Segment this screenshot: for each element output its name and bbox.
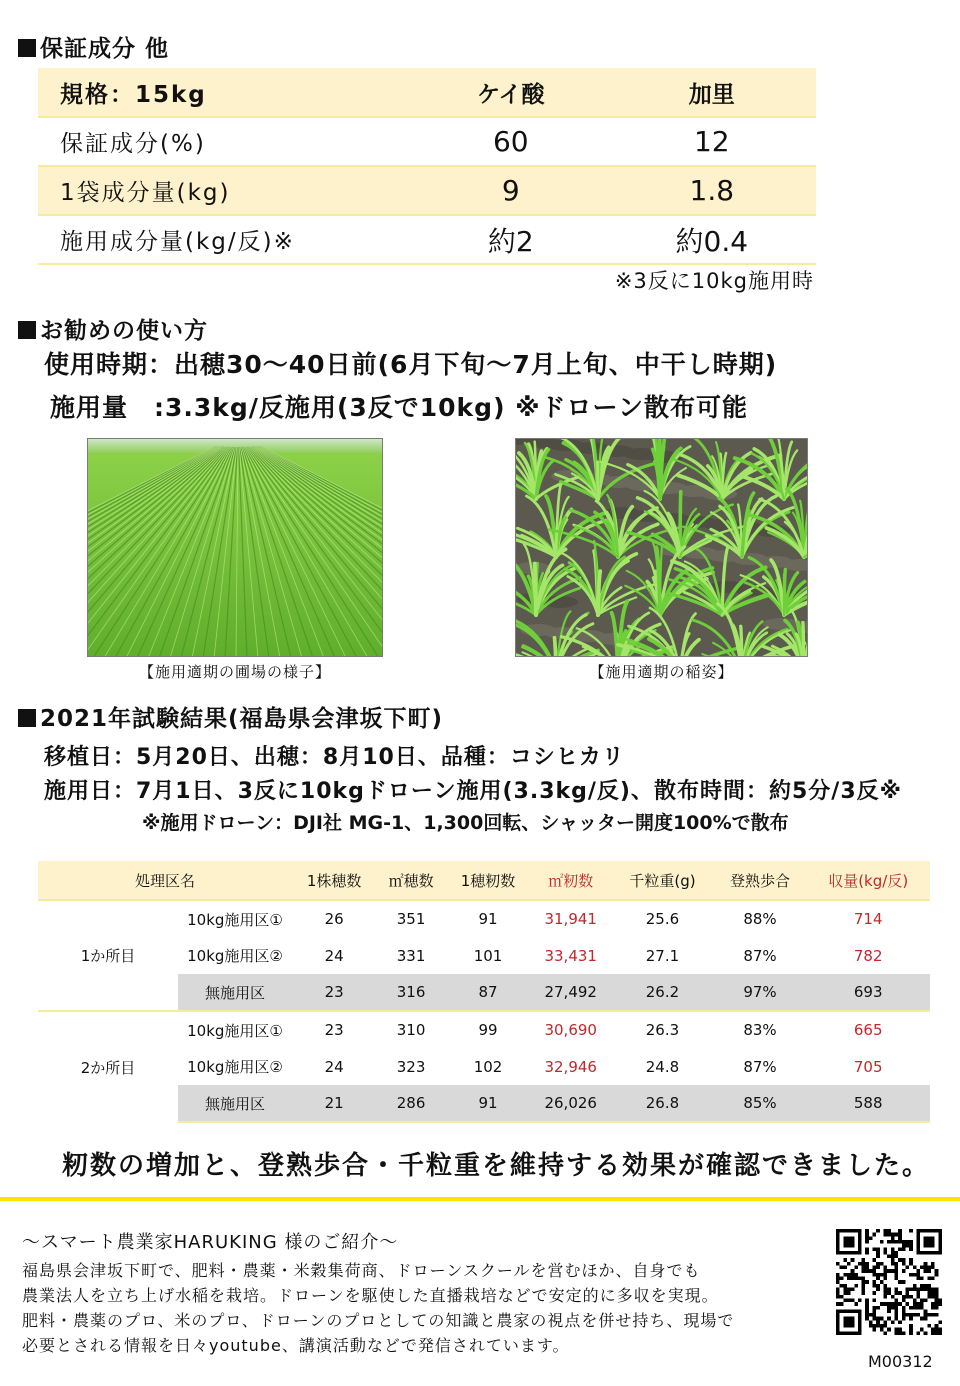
section-title-trial: 2021年試験結果(福島県会津坂下町) bbox=[18, 700, 443, 733]
usage-timing: 使用時期：出穂30〜40日前(6月下旬〜7月上旬、中干し時期) bbox=[44, 350, 778, 379]
intro-line: 農業法人を立ち上げ水稲を栽培。ドローンを駆使した直播栽培などで安定的に多収を実現。 bbox=[22, 1286, 719, 1305]
results-header-row bbox=[38, 861, 930, 900]
guarantee-row-potassium: 1.8 bbox=[608, 166, 816, 215]
guarantee-row-potassium: 12 bbox=[608, 117, 816, 166]
cell: 782 bbox=[853, 946, 883, 965]
plot-name: 無施用区 bbox=[178, 974, 292, 1011]
cell: 26.8 bbox=[611, 1085, 713, 1122]
cell: 24 bbox=[324, 1057, 344, 1076]
guarantee-header-silicic: ケイ酸 bbox=[414, 68, 608, 117]
guarantee-row-silicic: 60 bbox=[414, 117, 608, 166]
cell: 83% bbox=[714, 1011, 807, 1048]
site-label: 1か所目 bbox=[38, 900, 178, 1011]
cell: 88% bbox=[714, 900, 807, 937]
divider-line bbox=[0, 1197, 960, 1201]
results-table bbox=[38, 861, 930, 1123]
col-plot-name: 処理区名 bbox=[38, 861, 292, 900]
guarantee-table bbox=[38, 68, 816, 265]
cell: 714 bbox=[806, 900, 930, 937]
cell: 316 bbox=[376, 974, 446, 1011]
cell: 286 bbox=[376, 1085, 446, 1122]
cell: 23 bbox=[292, 1011, 376, 1048]
cell: 24.8 bbox=[645, 1057, 680, 1076]
guarantee-row-potassium: 約0.4 bbox=[608, 215, 816, 264]
cell: 32,946 bbox=[544, 1057, 597, 1076]
caption-rice-plants: 【施用適期の稲姿】 bbox=[589, 663, 734, 681]
col-grains-per-m2: ㎡籾数 bbox=[530, 861, 611, 900]
guarantee-header-potassium: 加里 bbox=[608, 68, 816, 117]
cell: 87% bbox=[743, 946, 777, 965]
cell: 26.3 bbox=[611, 1011, 713, 1048]
guarantee-row-label: 保証成分(%) bbox=[38, 117, 414, 166]
plot-name: 10kg施用区② bbox=[187, 947, 283, 965]
guarantee-row-label: 施用成分量(kg/反)※ bbox=[38, 215, 414, 264]
trial-drone-note: ※施用ドローン：DJI社 MG-1、1,300回転、シャッター開度100%で散布 bbox=[142, 812, 789, 834]
cell: 91 bbox=[446, 1085, 530, 1122]
plot-name: 10kg施用区① bbox=[178, 1011, 292, 1048]
square-bullet-icon bbox=[18, 39, 36, 57]
intro-line: 必要とされる情報を日々youtube、講演活動などで発信されています。 bbox=[22, 1336, 570, 1355]
plot-name: 10kg施用区① bbox=[178, 900, 292, 937]
guarantee-row-silicic: 9 bbox=[414, 166, 608, 215]
col-thousand-grain-weight: 千粒重(g) bbox=[611, 861, 713, 900]
col-yield: 収量(kg/反) bbox=[806, 861, 930, 900]
guarantee-note: ※3反に10kg施用時 bbox=[614, 269, 814, 293]
cell: 25.6 bbox=[611, 900, 713, 937]
usage-amount: 施用量 :3.3kg/反施用(3反で10kg) ※ドローン散布可能 bbox=[50, 393, 749, 422]
cell: 27.1 bbox=[645, 946, 680, 965]
plot-name: 無施用区 bbox=[178, 1085, 292, 1122]
cell: 23 bbox=[292, 974, 376, 1011]
cell: 99 bbox=[446, 1011, 530, 1048]
guarantee-row bbox=[38, 215, 816, 264]
cell: 102 bbox=[473, 1057, 503, 1076]
document-code: M00312 bbox=[868, 1352, 933, 1371]
qr-code-icon[interactable] bbox=[836, 1229, 942, 1335]
caption-paddy-field: 【施用適期の圃場の様子】 bbox=[138, 663, 331, 681]
cell: 331 bbox=[396, 946, 426, 965]
cell: 85% bbox=[714, 1085, 807, 1122]
intro-title: 〜スマート農業家HARUKING 様のご紹介〜 bbox=[22, 1232, 399, 1253]
square-bullet-icon bbox=[18, 321, 36, 339]
cell: 24 bbox=[324, 946, 344, 965]
cell: 323 bbox=[396, 1057, 426, 1076]
section-title-guarantee: 保証成分 他 bbox=[18, 30, 169, 63]
site-label: 2か所目 bbox=[38, 1011, 178, 1122]
col-panicles-per-m2: ㎡穂数 bbox=[376, 861, 446, 900]
guarantee-row bbox=[38, 166, 816, 215]
cell: 31,941 bbox=[530, 900, 611, 937]
cell: 87% bbox=[743, 1057, 777, 1076]
cell: 101 bbox=[473, 946, 503, 965]
table-row bbox=[38, 900, 930, 937]
col-panicles-per-hill: 1株穂数 bbox=[292, 861, 376, 900]
cell: 693 bbox=[806, 974, 930, 1011]
cell: 91 bbox=[446, 900, 530, 937]
col-ripening-ratio: 登熟歩合 bbox=[714, 861, 807, 900]
cell: 588 bbox=[806, 1085, 930, 1122]
guarantee-row-silicic: 約2 bbox=[414, 215, 608, 264]
cell: 26.2 bbox=[611, 974, 713, 1011]
section-title-usage: お勧めの使い方 bbox=[18, 312, 208, 345]
cell: 26 bbox=[292, 900, 376, 937]
guarantee-row-label: 1袋成分量(kg) bbox=[38, 166, 414, 215]
photo-paddy-field bbox=[87, 438, 383, 657]
table-row bbox=[38, 1011, 930, 1048]
col-grains-per-panicle: 1穂籾数 bbox=[446, 861, 530, 900]
photo-rice-plants bbox=[515, 438, 808, 657]
guarantee-header-row bbox=[38, 68, 816, 117]
cell: 21 bbox=[292, 1085, 376, 1122]
cell: 310 bbox=[376, 1011, 446, 1048]
cell: 97% bbox=[714, 974, 807, 1011]
cell: 351 bbox=[376, 900, 446, 937]
cell: 26,026 bbox=[530, 1085, 611, 1122]
square-bullet-icon bbox=[18, 709, 36, 727]
guarantee-row bbox=[38, 117, 816, 166]
trial-application: 施用日：7月1日、3反に10kgドローン施用(3.3kg/反)、散布時間：約5分/3反※ bbox=[44, 779, 903, 804]
cell: 665 bbox=[806, 1011, 930, 1048]
guarantee-header-spec: 規格：15kg bbox=[38, 68, 414, 117]
cell: 27,492 bbox=[530, 974, 611, 1011]
cell: 87 bbox=[446, 974, 530, 1011]
cell: 705 bbox=[853, 1057, 883, 1076]
intro-line: 肥料・農薬のプロ、米のプロ、ドローンのプロとしての知識と農家の視点を併せ持ち、現場で bbox=[22, 1311, 735, 1330]
cell: 33,431 bbox=[544, 946, 597, 965]
conclusion-text: 籾数の増加と、登熟歩合・千粒重を維持する効果が確認できました。 bbox=[62, 1151, 931, 1181]
intro-line: 福島県会津坂下町で、肥料・農薬・米穀集荷商、ドローンスクールを営むほか、自身でも bbox=[22, 1261, 701, 1280]
plot-name: 10kg施用区② bbox=[187, 1058, 283, 1076]
trial-dates: 移植日：5月20日、出穂：8月10日、品種：コシヒカリ bbox=[44, 745, 625, 770]
cell: 30,690 bbox=[530, 1011, 611, 1048]
